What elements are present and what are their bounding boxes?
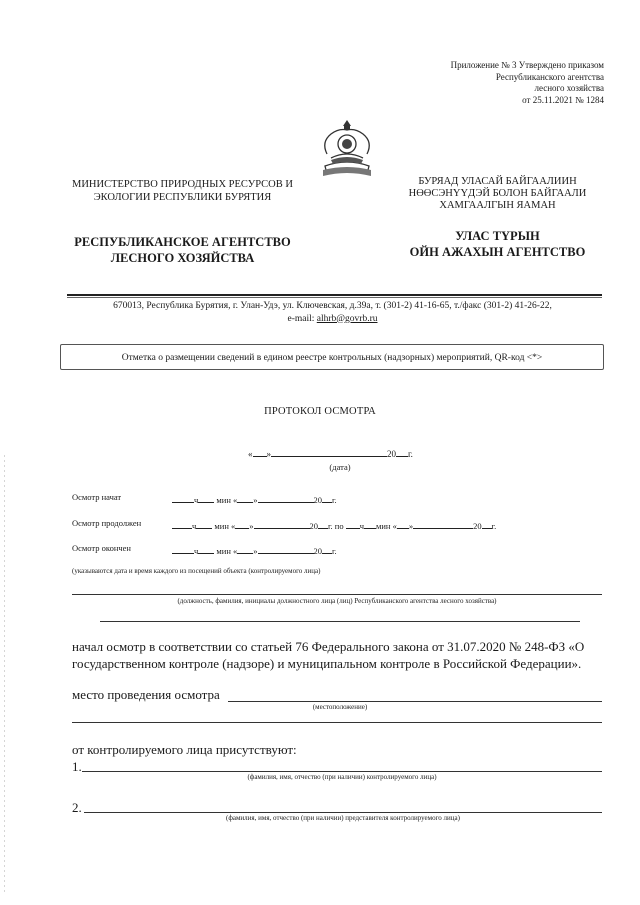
date-close-quote: » [266, 449, 271, 459]
inspection-note: (указываются дата и время каждого из посещений объекта (контролируемого лица) [72, 567, 321, 575]
ministry-name-bu [375, 176, 620, 212]
minute-field[interactable] [196, 518, 212, 529]
hour-field[interactable] [172, 518, 192, 529]
hour-unit: ч [192, 521, 197, 531]
official-caption: (должность, фамилия, инициалы должностного лица (лиц) Республиканского агентства лесного хозяйства) [177, 597, 497, 605]
document-title: ПРОТОКОЛ ОСМОТРА [264, 406, 376, 417]
date-open-quote: « [248, 449, 253, 459]
hour-field[interactable] [172, 543, 194, 554]
registry-notice-box: Отметка о размещении сведений в едином реестре контрольных (надзорных) мероприятий, QR-код <*> [60, 344, 604, 370]
day-field[interactable] [237, 543, 253, 554]
ministry-name-bu-line: НӨӨСЭНҮҮДЭЙ БОЛОН БАЙГААЛИ [408, 188, 587, 199]
email-link[interactable]: alhrb@govrb.ru [316, 313, 378, 324]
agency-name-ru [40, 235, 325, 266]
month-field[interactable] [258, 492, 314, 503]
inspection-started-fields [172, 492, 337, 505]
year-field[interactable] [318, 518, 328, 529]
address-line: 670013, Республика Бурятия, г. Улан-Удэ, ул. Ключевская, д.39а, т. (301-2) 41-16-65, т./факс (301-2) 41-26-22, [113, 301, 552, 311]
inspection-finished-label: Осмотр окончен [72, 543, 131, 553]
day-field[interactable] [237, 492, 253, 503]
close-quote: » [408, 521, 414, 531]
inspection-finished-fields [172, 543, 337, 556]
minute-unit: мин « [376, 521, 397, 531]
minute-unit: мин « [216, 495, 238, 505]
contact-line [60, 313, 605, 326]
month-field[interactable] [271, 446, 387, 457]
close-quote: » [253, 546, 258, 556]
present-label: от контролируемого лица присутствуют: [72, 742, 297, 757]
ministry-name-ru-line: МИНИСТЕРСТВО ПРИРОДНЫХ РЕСУРСОВ И [72, 179, 293, 190]
close-quote: » [249, 521, 254, 531]
agency-name-bu [375, 229, 620, 260]
official-field-line[interactable] [72, 594, 602, 595]
ministry-name-ru [40, 179, 325, 204]
year-field[interactable] [322, 492, 332, 503]
hour-field[interactable] [172, 492, 194, 503]
year-field[interactable] [482, 518, 492, 529]
approval-line: лесного хозяйства [534, 83, 604, 93]
present-item-2-field[interactable] [84, 812, 602, 813]
inspection-started-label: Осмотр начат [72, 492, 122, 502]
place-field-line-2[interactable] [72, 722, 602, 723]
minute-unit: мин « [214, 521, 236, 531]
year-field[interactable] [396, 446, 408, 457]
agency-name-ru-line: ЛЕСНОГО ХОЗЯЙСТВА [110, 250, 255, 265]
minute-field[interactable] [198, 543, 214, 554]
approval-line: Приложение № 3 Утверждено приказом [450, 60, 604, 70]
scan-edge-artifact [4, 455, 6, 895]
present-item-2-number: 2. [72, 800, 82, 815]
year-suffix: г. [332, 495, 337, 505]
hour-unit: ч [359, 521, 364, 531]
year-prefix: 20 [309, 521, 319, 531]
day-field[interactable] [397, 518, 409, 529]
year-prefix: 20 [313, 546, 323, 556]
month-field[interactable] [254, 518, 310, 529]
close-quote: » [253, 495, 258, 505]
agency-name-bu-line: ОЙН АЖАХЫН АГЕНТСТВО [409, 244, 586, 259]
minute-field[interactable] [364, 518, 376, 529]
ministry-name-bu-line: БУРЯАД УЛАСАЙ БАЙГААЛИИН [418, 176, 577, 187]
official-field-line-2[interactable] [100, 621, 580, 622]
present-item-1-number: 1. [72, 759, 82, 774]
hour-unit: ч [194, 546, 199, 556]
day-field[interactable] [235, 518, 249, 529]
year-field[interactable] [322, 543, 332, 554]
present-item-1-field[interactable] [82, 771, 602, 772]
ministry-name-bu-line: ХАМГААЛГЫН ЯАМАН [439, 200, 556, 211]
agency-name-ru-line: РЕСПУБЛИКАНСКОЕ АГЕНТСТВО [74, 235, 291, 249]
minute-field[interactable] [198, 492, 214, 503]
year-suffix: г. [491, 521, 497, 531]
legal-basis-text: начал осмотр в соответствии со статьей 76 Федерального закона от 31.07.2020 № 248-ФЗ «О государственном контроле (надзоре) и муниципальном контроле в Российской Федерации». [72, 639, 585, 671]
approval-line: от 25.11.2021 № 1284 [522, 94, 604, 105]
present-item-2-caption: (фамилия, имя, отчество (при наличии) представителя контролируемого лица) [226, 814, 460, 822]
inspection-continued-label: Осмотр продолжен [72, 518, 142, 528]
header-divider [67, 294, 602, 296]
place-label: место проведения осмотра [72, 687, 220, 702]
header-divider-thin [67, 297, 602, 298]
address-block [60, 300, 605, 325]
place-field-line[interactable] [228, 701, 602, 702]
date-year-prefix: 20 [387, 449, 396, 459]
present-item-1-caption: (фамилия, имя, отчество (при наличии) контролируемого лица) [247, 773, 437, 781]
email-label: e-mail: [287, 313, 317, 324]
hour-unit: ч [194, 495, 199, 505]
minute-unit: мин « [216, 546, 238, 556]
buryatia-coat-of-arms-icon [317, 120, 377, 182]
year-prefix: 20 [313, 495, 323, 505]
agency-name-bu-line: УЛАС ТҮРЫН [455, 229, 540, 243]
year-prefix: 20 [473, 521, 482, 531]
hour-field[interactable] [346, 518, 360, 529]
month-field[interactable] [413, 518, 473, 529]
approval-line: Республиканского агентства [495, 71, 604, 82]
ministry-name-ru-line: ЭКОЛОГИИ РЕСПУБЛИКИ БУРЯТИЯ [93, 191, 272, 203]
place-caption: (местоположение) [312, 703, 368, 711]
day-field[interactable] [253, 446, 267, 457]
date-caption: (дата) [329, 462, 351, 472]
year-suffix: г. [332, 546, 337, 556]
approval-block [400, 60, 604, 106]
date-line [248, 446, 448, 459]
inspection-continued-fields [172, 518, 496, 531]
date-year-suffix: г. [408, 449, 413, 459]
month-field[interactable] [258, 543, 314, 554]
to-word: г. по [328, 521, 344, 531]
